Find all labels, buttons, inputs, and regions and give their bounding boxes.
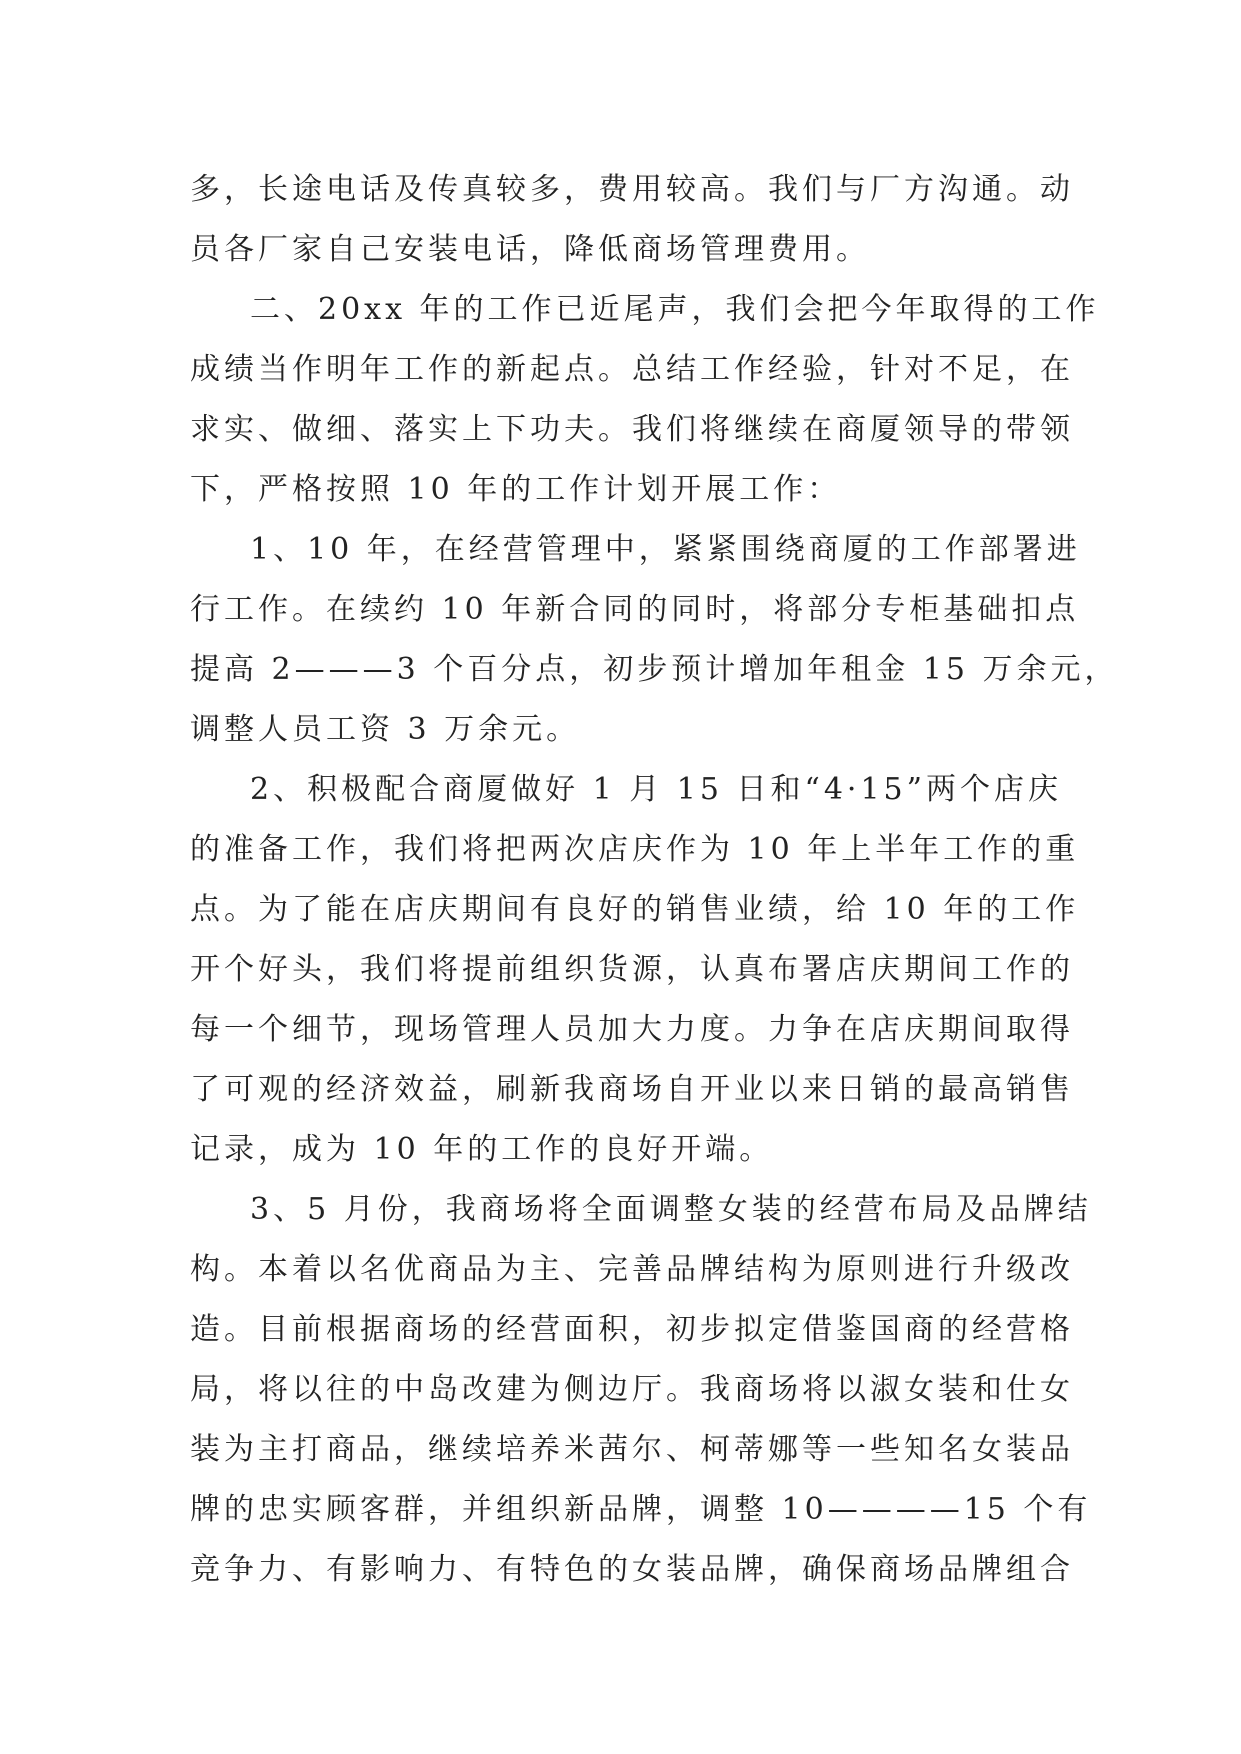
- text-line: 员各厂家自己安装电话，降低商场管理费用。: [190, 232, 870, 267]
- section-heading-line: 二、20xx 年的工作已近尾声，我们会把今年取得的工作: [250, 292, 1100, 327]
- text-line: 调整人员工资 3 万余元。: [190, 712, 581, 747]
- text-line: 求实、做细、落实上下功夫。我们将继续在商厦领导的带领: [190, 412, 1074, 447]
- list-item-2-line: 2、积极配合商厦做好 1 月 15 日和“4·15”两个店庆: [250, 772, 1062, 807]
- text-line: 竞争力、有影响力、有特色的女装品牌，确保商场品牌组合: [190, 1552, 1074, 1587]
- text-line: 每一个细节，现场管理人员加大力度。力争在店庆期间取得: [190, 1012, 1074, 1047]
- list-item-1-line: 1、10 年，在经营管理中，紧紧围绕商厦的工作部署进: [250, 532, 1081, 567]
- text-line: 行工作。在续约 10 年新合同的同时，将部分专柜基础扣点: [190, 592, 1080, 627]
- text-line: 局，将以往的中岛改建为侧边厅。我商场将以淑女装和仕女: [190, 1372, 1074, 1407]
- text-line: 了可观的经济效益，刷新我商场自开业以来日销的最高销售: [190, 1072, 1074, 1107]
- text-line: 点。为了能在店庆期间有良好的销售业绩，给 10 年的工作: [190, 892, 1080, 927]
- text-line: 提高 2———3 个百分点，初步预计增加年租金 15 万余元，: [190, 652, 1119, 687]
- text-line: 开个好头，我们将提前组织货源，认真布署店庆期间工作的: [190, 952, 1074, 987]
- list-item-3-line: 3、5 月份，我商场将全面调整女装的经营布局及品牌结: [250, 1192, 1092, 1227]
- text-line: 构。本着以名优商品为主、完善品牌结构为原则进行升级改: [190, 1252, 1074, 1287]
- document-body: [190, 160, 1119, 1600]
- text-line: 成绩当作明年工作的新起点。总结工作经验，针对不足，在: [190, 352, 1074, 387]
- text-line: 牌的忠实顾客群，并组织新品牌，调整 10————15 个有: [190, 1492, 1092, 1527]
- text-line: 造。目前根据商场的经营面积，初步拟定借鉴国商的经营格: [190, 1312, 1074, 1347]
- text-line: 装为主打商品，继续培养米茜尔、柯蒂娜等一些知名女装品: [190, 1432, 1074, 1467]
- text-line: 的准备工作，我们将把两次店庆作为 10 年上半年工作的重: [190, 832, 1080, 867]
- text-line: 下，严格按照 10 年的工作计划开展工作：: [190, 472, 842, 507]
- text-line: 多，长途电话及传真较多，费用较高。我们与厂方沟通。动: [190, 172, 1074, 207]
- text-line: 记录，成为 10 年的工作的良好开端。: [190, 1132, 774, 1167]
